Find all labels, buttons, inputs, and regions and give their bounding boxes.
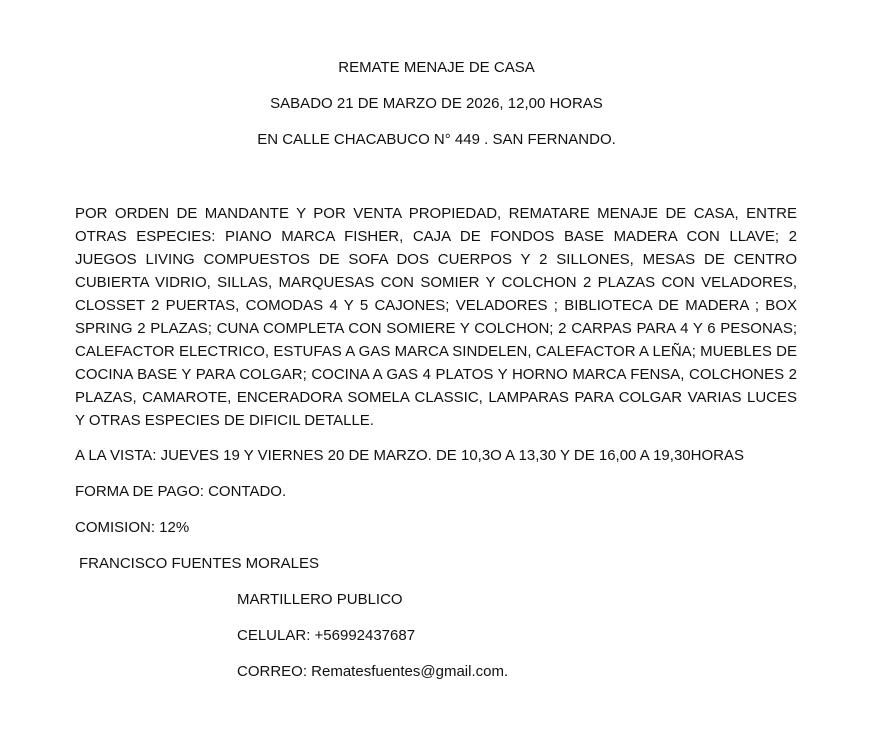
document-title: REMATE MENAJE DE CASA: [338, 59, 535, 76]
commission: COMISION: 12%: [75, 519, 190, 536]
contact-phone: CELULAR: +56992437687: [237, 627, 416, 644]
payment-terms: FORMA DE PAGO: CONTADO.: [75, 483, 287, 500]
auction-description: POR ORDEN DE MANDANTE Y POR VENTA PROPIEDAD, REMATARE MENAJE DE CASA, ENTRE OTRAS ESPECIES: PIANO MARCA FISHER, CAJA DE FONDOS BASE MADERA CON LLAVE; 2 JUEGOS LIVING COMPUESTOS DE SOFA DOS CUERPOS Y 2 SILLONES, MESAS DE CENTRO CUBIERTA VIDRIO, SILLAS, MARQUESAS CON SOMIER Y COLCHON 2 PLAZAS CON VELADORES, CLOSSET 2 PUERTAS, COMODAS 4 Y 5 CAJONES; VELADORES ; BIBLIOTECA DE MADERA ; BOX SPRING 2 PLAZAS; CUNA COMPLETA CON SOMIERE Y COLCHON; 2 CARPAS PARA 4 Y 6 PESONAS; CALEFACTOR ELECTRICO, ESTUFAS A GAS MARCA SINDELEN, CALEFACTOR A LEÑA; MUEBLES DE COCINA BASE Y PARA COLGAR; COCINA A GAS 4 PLATOS Y HORNO MARCA FENSA, COLCHONES 2 PLAZAS, CAMAROTE, ENCERADORA SOMELA CLASSIC, LAMPARAS PARA COLGAR VARIAS LUCES Y OTRAS ESPECIES DE DIFICIL DETALLE.: [75, 205, 797, 429]
auctioneer-name: FRANCISCO FUENTES MORALES: [79, 555, 320, 572]
auction-date: SABADO 21 DE MARZO DE 2026, 12,00 HORAS: [270, 95, 603, 112]
auction-address: EN CALLE CHACABUCO N° 449 . SAN FERNANDO.: [257, 131, 616, 148]
auctioneer-role: MARTILLERO PUBLICO: [237, 591, 403, 608]
viewing-schedule: A LA VISTA: JUEVES 19 Y VIERNES 20 DE MARZO. DE 10,3O A 13,30 Y DE 16,00 A 19,30HORAS: [75, 447, 744, 464]
contact-email: CORREO: Rematesfuentes@gmail.com.: [237, 663, 509, 680]
